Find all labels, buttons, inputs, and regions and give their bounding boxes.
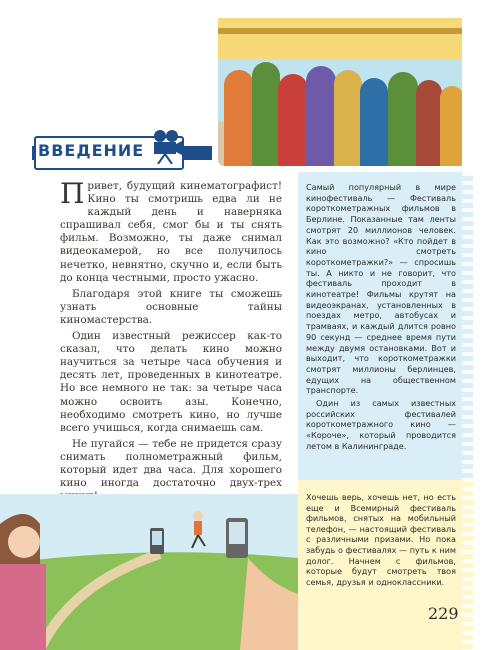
- sidebar-text: [306, 182, 456, 454]
- paragraph: Благодаря этой книге ты сможешь узнать основные тайны киномастерства.: [60, 287, 282, 326]
- phones-filming-illustration: [0, 494, 298, 650]
- sidebar-paragraph: Один из самых известных российских фестивалей короткометражного кино — «Короче», который проводится летом в Калининграде.: [306, 398, 456, 451]
- section-title: ВВЕДЕНИЕ: [38, 141, 145, 160]
- paragraph: Не пугайся — тебе не придется сразу снимать полнометражный фильм, который идет два часа. Для хорошего кино иногда достаточно двух-трех: [60, 437, 282, 490]
- drop-cap: П: [60, 177, 85, 210]
- sidebar-stripes: [462, 172, 473, 650]
- sidebar-paragraph: Самый популярный в мире кинофестиваль — Фестиваль короткометражных фильмов в Берлине. Показанные там ленты смотрят 20 миллионов человек. Как это возможно? «Кто пойдет в кино смотреть короткометражки?» — спросишь ты. А никто и не говорит, что фестиваль проходит в кинотеатре! Фильмы крутят на видеоэкранах, установленных в поездах метро, автобусах и трамваях, и каждый длится ровно 90 секунд — среднее время пути между двумя остановками. Вот и выходит, что короткометражки смотрят миллионы берлинцев, едущих на общественном транспорте.: [306, 182, 456, 396]
- main-text: [60, 177, 282, 522]
- film-camera-icon: [150, 128, 186, 164]
- page-number: 229: [428, 604, 459, 623]
- sidebar-note: Хочешь верь, хочешь нет, но есть еще и Всемирный фестиваль фильмов, снятых на мобильный телефон, — настоящий фестиваль с различными призами. Но пока забудь о фестивалях — путь к ним долог. Начнем с фильмов, которые будут смотреть твоя семья, друзья и одноклассники.: [306, 492, 456, 587]
- paragraph: Один известный режиссер как-то сказал, что делать кино можно научиться за четыре часа обучения и десять лет, проведенных в кинотеатре. Но все немного не так: за четыре часа можно освоить азы. Конечно, необходимо смотреть кино, но лучше всего учишься, когда снимаешь сам.: [60, 330, 282, 434]
- metro-passengers-illustration: [218, 18, 462, 166]
- paragraph-intro: Привет, будущий кинематографист! Кино ты смотришь едва ли не каждый день и наверняка спрашивал себя, смог бы и ты снять фильм. Возможно, ты даже снимал видеокамерой, но все получилось нечетко, невнятно, скучно и, если быть до конца честными, просто ужасно.: [60, 177, 282, 284]
